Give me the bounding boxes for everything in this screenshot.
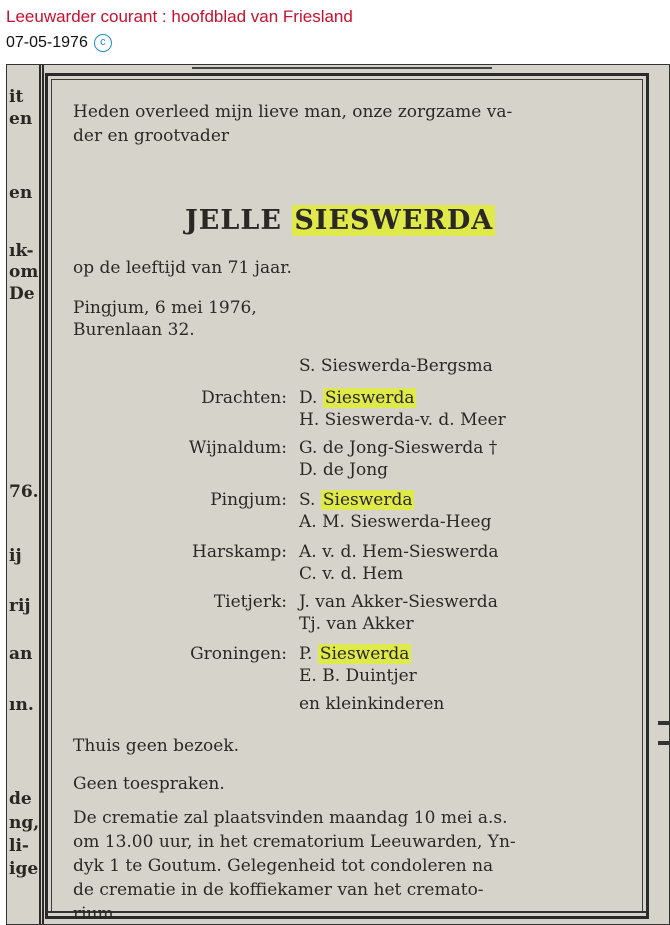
edge-fragment: ın. [9, 695, 34, 715]
publication-date-row [6, 32, 666, 54]
edge-fragment: De [9, 284, 35, 304]
family-member: D. de Jong [299, 460, 389, 480]
cremation-line: de crematie in de koffiekamer van het cremato- [73, 880, 484, 900]
family-place: Groningen: [190, 644, 287, 664]
no-visits-line: Thuis geen bezoek. [73, 736, 240, 756]
place-date-line: Pingjum, 6 mei 1976, [73, 298, 257, 318]
family-member: J. van Akker-Sieswerda [299, 592, 498, 612]
family-member: S. Sieswerda [299, 490, 413, 510]
bottom-rule [47, 911, 647, 915]
publication-date: 07-05-1976 [6, 34, 88, 51]
edge-fragment: ige [9, 859, 39, 879]
newspaper-clipping [6, 64, 670, 925]
intro-line: der en grootvader [73, 126, 230, 146]
first-name: JELLE [185, 205, 282, 236]
widow-name: S. Sieswerda-Bergsma [299, 356, 493, 376]
cremation-line: om 13.00 uur, in het crematorium Leeuwarden, Yn- [73, 832, 516, 852]
family-member: D. Sieswerda [299, 388, 415, 408]
copyright-icon[interactable]: c [94, 34, 112, 52]
right-edge-bar [658, 721, 670, 725]
edge-fragment: de [9, 789, 32, 809]
edge-fragment: an [9, 644, 33, 664]
family-place: Wijnaldum: [188, 438, 287, 458]
family-place: Tietjerk: [213, 592, 287, 612]
edge-fragment: ng, [9, 813, 40, 833]
top-rule [192, 67, 492, 70]
cremation-line: De crematie zal plaatsvinden maandag 10 mei a.s. [73, 808, 508, 828]
age-line: op de leeftijd van 71 jaar. [73, 258, 292, 278]
edge-fragment: en [9, 109, 33, 129]
family-member: G. de Jong-Sieswerda † [299, 438, 498, 458]
edge-fragment: li- [9, 836, 29, 856]
grandchildren-line: en kleinkinderen [299, 694, 445, 714]
cremation-line: rium. [73, 904, 120, 924]
family-member: C. v. d. Hem [299, 564, 404, 584]
edge-fragment: 76. [9, 482, 39, 502]
surname-highlight: SIESWERDA [294, 205, 494, 236]
family-place: Pingjum: [210, 490, 287, 510]
family-member: Tj. van Akker [299, 614, 414, 634]
family-place: Harskamp: [192, 542, 287, 562]
address-line: Burenlaan 32. [73, 320, 195, 340]
right-edge-bar [658, 741, 670, 745]
edge-fragment: it [9, 87, 24, 107]
page-header [6, 4, 666, 54]
column-rule [39, 65, 44, 924]
family-member: E. B. Duintjer [299, 666, 417, 686]
edge-fragment: en [9, 183, 33, 203]
edge-fragment: ij [9, 546, 22, 566]
edge-fragment: om [9, 262, 39, 282]
cremation-line: dyk 1 te Goutum. Gelegenheid tot condoleren na [73, 856, 494, 876]
deceased-name [185, 205, 495, 236]
edge-fragment: rij [9, 596, 31, 616]
family-member: P. Sieswerda [299, 644, 410, 664]
no-speeches-line: Geen toespraken. [73, 774, 225, 794]
newspaper-title[interactable]: Leeuwarder courant : hoofdblad van Friesland [6, 7, 353, 26]
adjacent-column-fragments [7, 65, 40, 924]
family-member: A. M. Sieswerda-Heeg [299, 512, 492, 532]
edge-fragment: ık- [9, 241, 34, 261]
family-place: Drachten: [201, 388, 287, 408]
family-member: H. Sieswerda-v. d. Meer [299, 410, 506, 430]
family-member: A. v. d. Hem-Sieswerda [299, 542, 499, 562]
intro-line: Heden overleed mijn lieve man, onze zorgzame va- [73, 102, 513, 122]
